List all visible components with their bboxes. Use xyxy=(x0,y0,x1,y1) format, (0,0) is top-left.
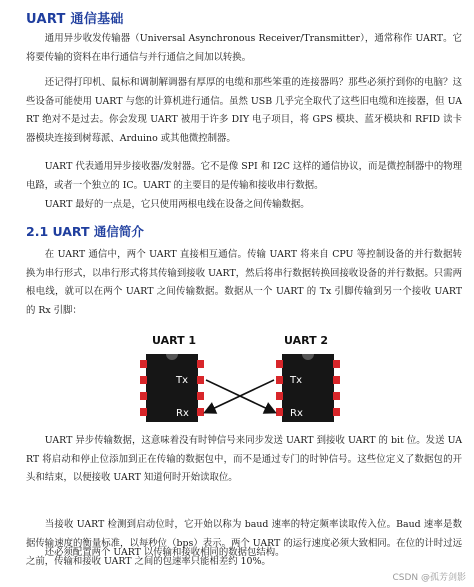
paragraph-uart-definition: 通用异步收发传输器（Universal Asynchronous Receiver/Transmitter），通常称作 UART。它将要传输的资料在串行通信与并行通信之间加以转换。 xyxy=(26,33,463,63)
paragraph-physical-circuit: UART 代表通用异步接收器/发射器。它不是像 SPI 和 I2C 这样的通信协议，而是微控制器中的物理电路，或者一个独立的 IC。UART 的主要目的是传输和接收串行数据。 xyxy=(26,161,462,191)
uart1-chip xyxy=(140,354,204,422)
page-heading: UART 通信基础 xyxy=(26,12,124,27)
paragraph-two-wires: UART 最好的一点是，它只使用两根电线在设备之间传输数据。 xyxy=(44,199,310,210)
uart1-tx-label: Tx xyxy=(176,375,189,386)
uart2-chip xyxy=(276,354,340,422)
uart1-rx-label: Rx xyxy=(176,408,189,419)
csdn-watermark: CSDN @孤芳剑影 xyxy=(392,573,466,583)
uart1-label: UART 1 xyxy=(152,334,197,347)
paragraph-communication-intro: 在 UART 通信中，两个 UART 直接相互通信。传输 UART 将来自 CPU 等控制设备的并行数据转换为串行形式，以串行形式将其传输到接收 UART，然后将串行数据转换回接收设备的并行数据。只需两根电线，就可以在两个 UART 之间传输数据。数据从一个 UART 的 Tx 引脚传输到另一个接收 UART 的 Rx 引脚： xyxy=(26,249,462,316)
uart-connection-diagram xyxy=(132,330,348,430)
uart2-rx-label: Rx xyxy=(290,408,303,419)
paragraph-baud-rate: 当接收 UART 检测到启动位时，它开始以称为 baud 速率的特定频率读取传入位。Baud 速率是数据传输速度的衡量标准，以每秒位（bps）表示。两个 UART 的运行速度必须大致相同。在位的计时过远之前，传输和接收 UART 之间的包速率只能相差约 10%。 xyxy=(26,519,462,568)
paragraph-history: 还记得打印机、鼠标和调制解调器有厚厚的电缆和那些笨重的连接器吗？那些必须拧到你的电脑？这些设备可能使用 UART 与您的计算机进行通信。虽然 USB 几乎完全取代了这些旧电缆和连接器，但 UART 绝对不是过去。你会发现 UART 被用于许多 DIY 电子项目，将 GPS 模块、蓝牙模块和 RFID 读卡器模块连接到树莓派、Arduino 或其他微控制器。 xyxy=(26,77,462,144)
uart-diagram-svg xyxy=(132,330,348,430)
paragraph-asynchronous: UART 异步传输数据，这意味着没有时钟信号来同步发送 UART 到接收 UART 的 bit 位。发送 UART 将启动和停止位添加到正在传输的数据包中，而不是通过专门的时钟信号。这些位定义了数据包的开头和结束，以便接收 UART 知道何时开始读取位。 xyxy=(26,435,462,484)
uart2-tx-label: Tx xyxy=(290,375,303,386)
uart2-label: UART 2 xyxy=(284,334,329,347)
section-heading: 2.1 UART 通信简介 xyxy=(26,224,144,239)
paragraph-packet-structure: 还必须配置两个 UART 以传输和接收相同的数据包结构。 xyxy=(44,547,285,558)
